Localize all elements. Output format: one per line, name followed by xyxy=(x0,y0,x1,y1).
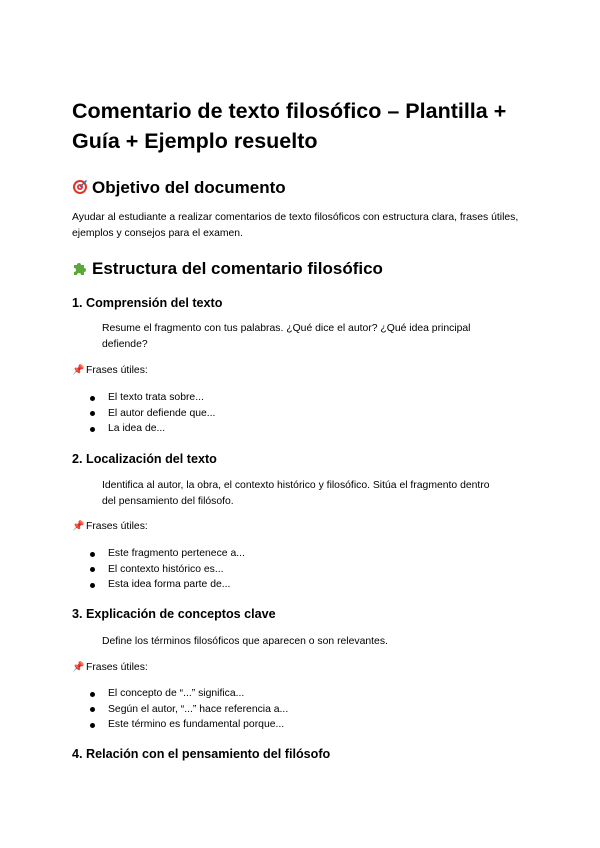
phrase-list xyxy=(88,686,288,733)
phrase-list xyxy=(88,390,215,437)
list-item: Este fragmento pertenece a... xyxy=(88,546,245,562)
list-item: Este término es fundamental porque... xyxy=(88,717,288,733)
list-item: Según el autor, “...” hace referencia a... xyxy=(88,702,288,718)
phrase-list xyxy=(88,546,245,593)
useful-phrases-label: 📌 Frases útiles: xyxy=(72,365,148,376)
step-description: Identifica al autor, la obra, el contexto histórico y filosófico. Sitúa el fragmento dentro del pensamiento del filósofo. xyxy=(102,480,490,507)
list-item: El contexto histórico es... xyxy=(88,562,245,578)
step-heading: 4. Relación con el pensamiento del filósofo xyxy=(72,747,331,761)
target-icon xyxy=(72,178,92,200)
step-description: Resume el fragmento con tus palabras. ¿Qué dice el autor? ¿Qué idea principal defiende? xyxy=(102,323,471,350)
structure-heading xyxy=(72,258,383,281)
pushpin-icon: 📌 xyxy=(72,662,85,673)
objective-text: Ayudar al estudiante a realizar comentarios de texto filosóficos con estructura clara, frases útiles, ejemplos y consejos para el examen. xyxy=(72,212,519,239)
list-item: Esta idea forma parte de... xyxy=(88,577,245,593)
useful-phrases-label: 📌 Frases útiles: xyxy=(72,521,148,532)
list-item: El autor defiende que... xyxy=(88,406,215,422)
document-title: Comentario de texto filosófico – Plantilla + Guía + Ejemplo resuelto xyxy=(72,99,507,153)
step-heading: 1. Comprensión del texto xyxy=(72,296,223,310)
step-heading: 3. Explicación de conceptos clave xyxy=(72,607,276,621)
list-item: El concepto de “...” significa... xyxy=(88,686,288,702)
objective-heading xyxy=(72,177,286,200)
step-description: Define los términos filosóficos que aparecen o son relevantes. xyxy=(102,636,388,647)
structure-heading-text: Estructura del comentario filosófico xyxy=(92,259,383,278)
pushpin-icon: 📌 xyxy=(72,365,85,376)
useful-phrases-label: 📌 Frases útiles: xyxy=(72,662,148,673)
pushpin-icon: 📌 xyxy=(72,521,85,532)
puzzle-icon xyxy=(72,259,92,281)
list-item: El texto trata sobre... xyxy=(88,390,215,406)
step-heading: 2. Localización del texto xyxy=(72,452,217,466)
list-item: La idea de... xyxy=(88,421,215,437)
objective-heading-text: Objetivo del documento xyxy=(92,178,286,197)
